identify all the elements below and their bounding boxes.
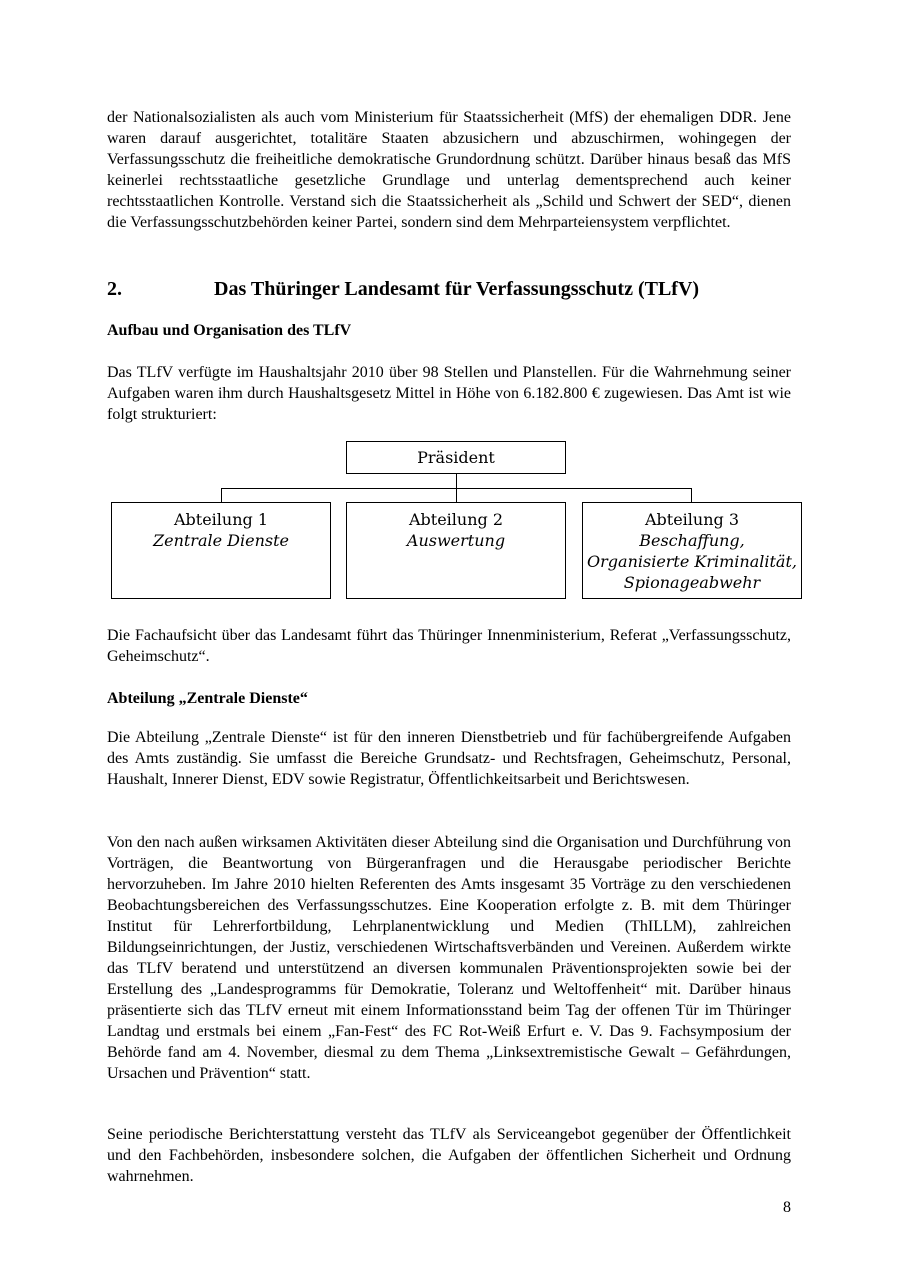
department-desc: Zentrale Dienste xyxy=(152,531,289,550)
department-desc: Auswertung xyxy=(406,531,506,550)
zentrale-dienste-paragraph-3: Seine periodische Berichterstattung versteht das TLfV als Serviceangebot gegenüber der Öffentlichkeit und den Fachbehörden, insbesondere solchen, die Aufgaben der öffentlichen Sicherheit und Ordnung wahrnehmen. xyxy=(107,1126,791,1185)
section-title: Das Thüringer Landesamt für Verfassungsschutz (TLfV) xyxy=(214,278,700,300)
org-connector-vertical xyxy=(456,474,457,488)
intro-paragraph: der Nationalsozialisten als auch vom Ministerium für Staatssicherheit (MfS) der ehemaligen DDR. Jene waren darauf ausgerichtet, totalitäre Staaten abzusichern und abzuschirmen, wohingegen der Verfassungsschutz die freiheitliche demokratische Grundordnung schützt. Darüber hinaus besaß das MfS keinerlei rechtsstaatliche gesetzliche Grundlage und unterlag dementsprechend auch keiner rechtsstaatlichen Kontrolle. Verstand sich die Staatssicherheit als „Schild und Schwert der SED“, dienen die Verfassungsschutzbehörden keiner Partei, sondern sind dem Mehrparteiensystem verpflichtet. xyxy=(107,109,791,231)
org-president-label: Präsident xyxy=(417,448,495,467)
zentrale-dienste-paragraph-1: Die Abteilung „Zentrale Dienste“ ist für den inneren Dienstbetrieb und für fachübergreifende Aufgaben des Amts zuständig. Sie umfasst die Bereiche Grundsatz- und Rechtsfragen, Geheimschutz, Personal, Haushalt, Innerer Dienst, EDV sowie Registratur, Öffentlichkeitsarbeit und Berichtswesen. xyxy=(107,729,791,788)
section-number: 2. xyxy=(107,278,122,300)
org-box-abteilung-1 xyxy=(111,502,331,599)
department-desc: Beschaffung, xyxy=(639,531,745,550)
department-name: Abteilung 3 xyxy=(644,510,740,529)
org-box-abteilung-3 xyxy=(582,502,802,599)
page-number: 8 xyxy=(783,1199,791,1216)
department-name: Abteilung 2 xyxy=(408,510,504,529)
zentrale-dienste-paragraph-2: Von den nach außen wirksamen Aktivitäten dieser Abteilung sind die Organisation und Durchführung von Vorträgen, die Beantwortung von Bürgeranfragen und die Herausgabe periodischer Berichte hervorzuheben. Im Jahre 2010 hielten Referenten des Amts insgesamt 35 Vorträge zu den verschiedenen Beobachtungsbereichen des Verfassungsschutzes. Eine Kooperation erfolgte z. B. mit dem Thüringer Institut für Lehrerfortbildung, Lehrplanentwicklung und Medien (ThILLM), zahlreichen Bildungseinrichtungen, der Justiz, verschiedenen Wirtschaftsverbänden und Vereinen. Außerdem wirkte das TLfV beratend und unterstützend an diversen kommunalen Präventionsprojekten sowie bei der Erstellung des „Landesprogramms für Demokratie, Toleranz und Weltoffenheit“ mit. Darüber hinaus präsentierte sich das TLfV erneut mit einem Informationsstand beim Tag der offenen Tür im Thüringer Landtag und erstmals bei einem „Fan-Fest“ des FC Rot-Weiß Erfurt e. V. Das 9. Fachsymposium der Behörde fand am 4. November, diesmal zu dem Thema „Linksextremistische Gewalt – Gefährdungen, Ursachen und Prävention“ statt. xyxy=(107,834,791,1082)
department-desc: Organisierte Kriminalität, xyxy=(587,552,797,571)
aufbau-paragraph: Das TLfV verfügte im Haushaltsjahr 2010 über 98 Stellen und Planstellen. Für die Wahrnehmung seiner Aufgaben waren ihm durch Haushaltsgesetz Mittel in Höhe von 6.182.800 € zugewiesen. Das Amt ist wie folgt strukturiert: xyxy=(107,364,791,423)
org-connector-drop-1 xyxy=(221,488,222,502)
department-desc: Spionageabwehr xyxy=(623,573,761,592)
org-box-abteilung-2 xyxy=(346,502,566,599)
org-box-president xyxy=(346,441,566,474)
zentrale-dienste-heading: Abteilung „Zentrale Dienste“ xyxy=(107,690,308,707)
department-name: Abteilung 1 xyxy=(173,510,269,529)
fachaufsicht-paragraph: Die Fachaufsicht über das Landesamt führt das Thüringer Innenministerium, Referat „Verfassungsschutz, Geheimschutz“. xyxy=(107,627,791,665)
org-connector-drop-2 xyxy=(456,488,457,502)
org-connector-drop-3 xyxy=(691,488,692,502)
aufbau-heading: Aufbau und Organisation des TLfV xyxy=(107,322,352,339)
